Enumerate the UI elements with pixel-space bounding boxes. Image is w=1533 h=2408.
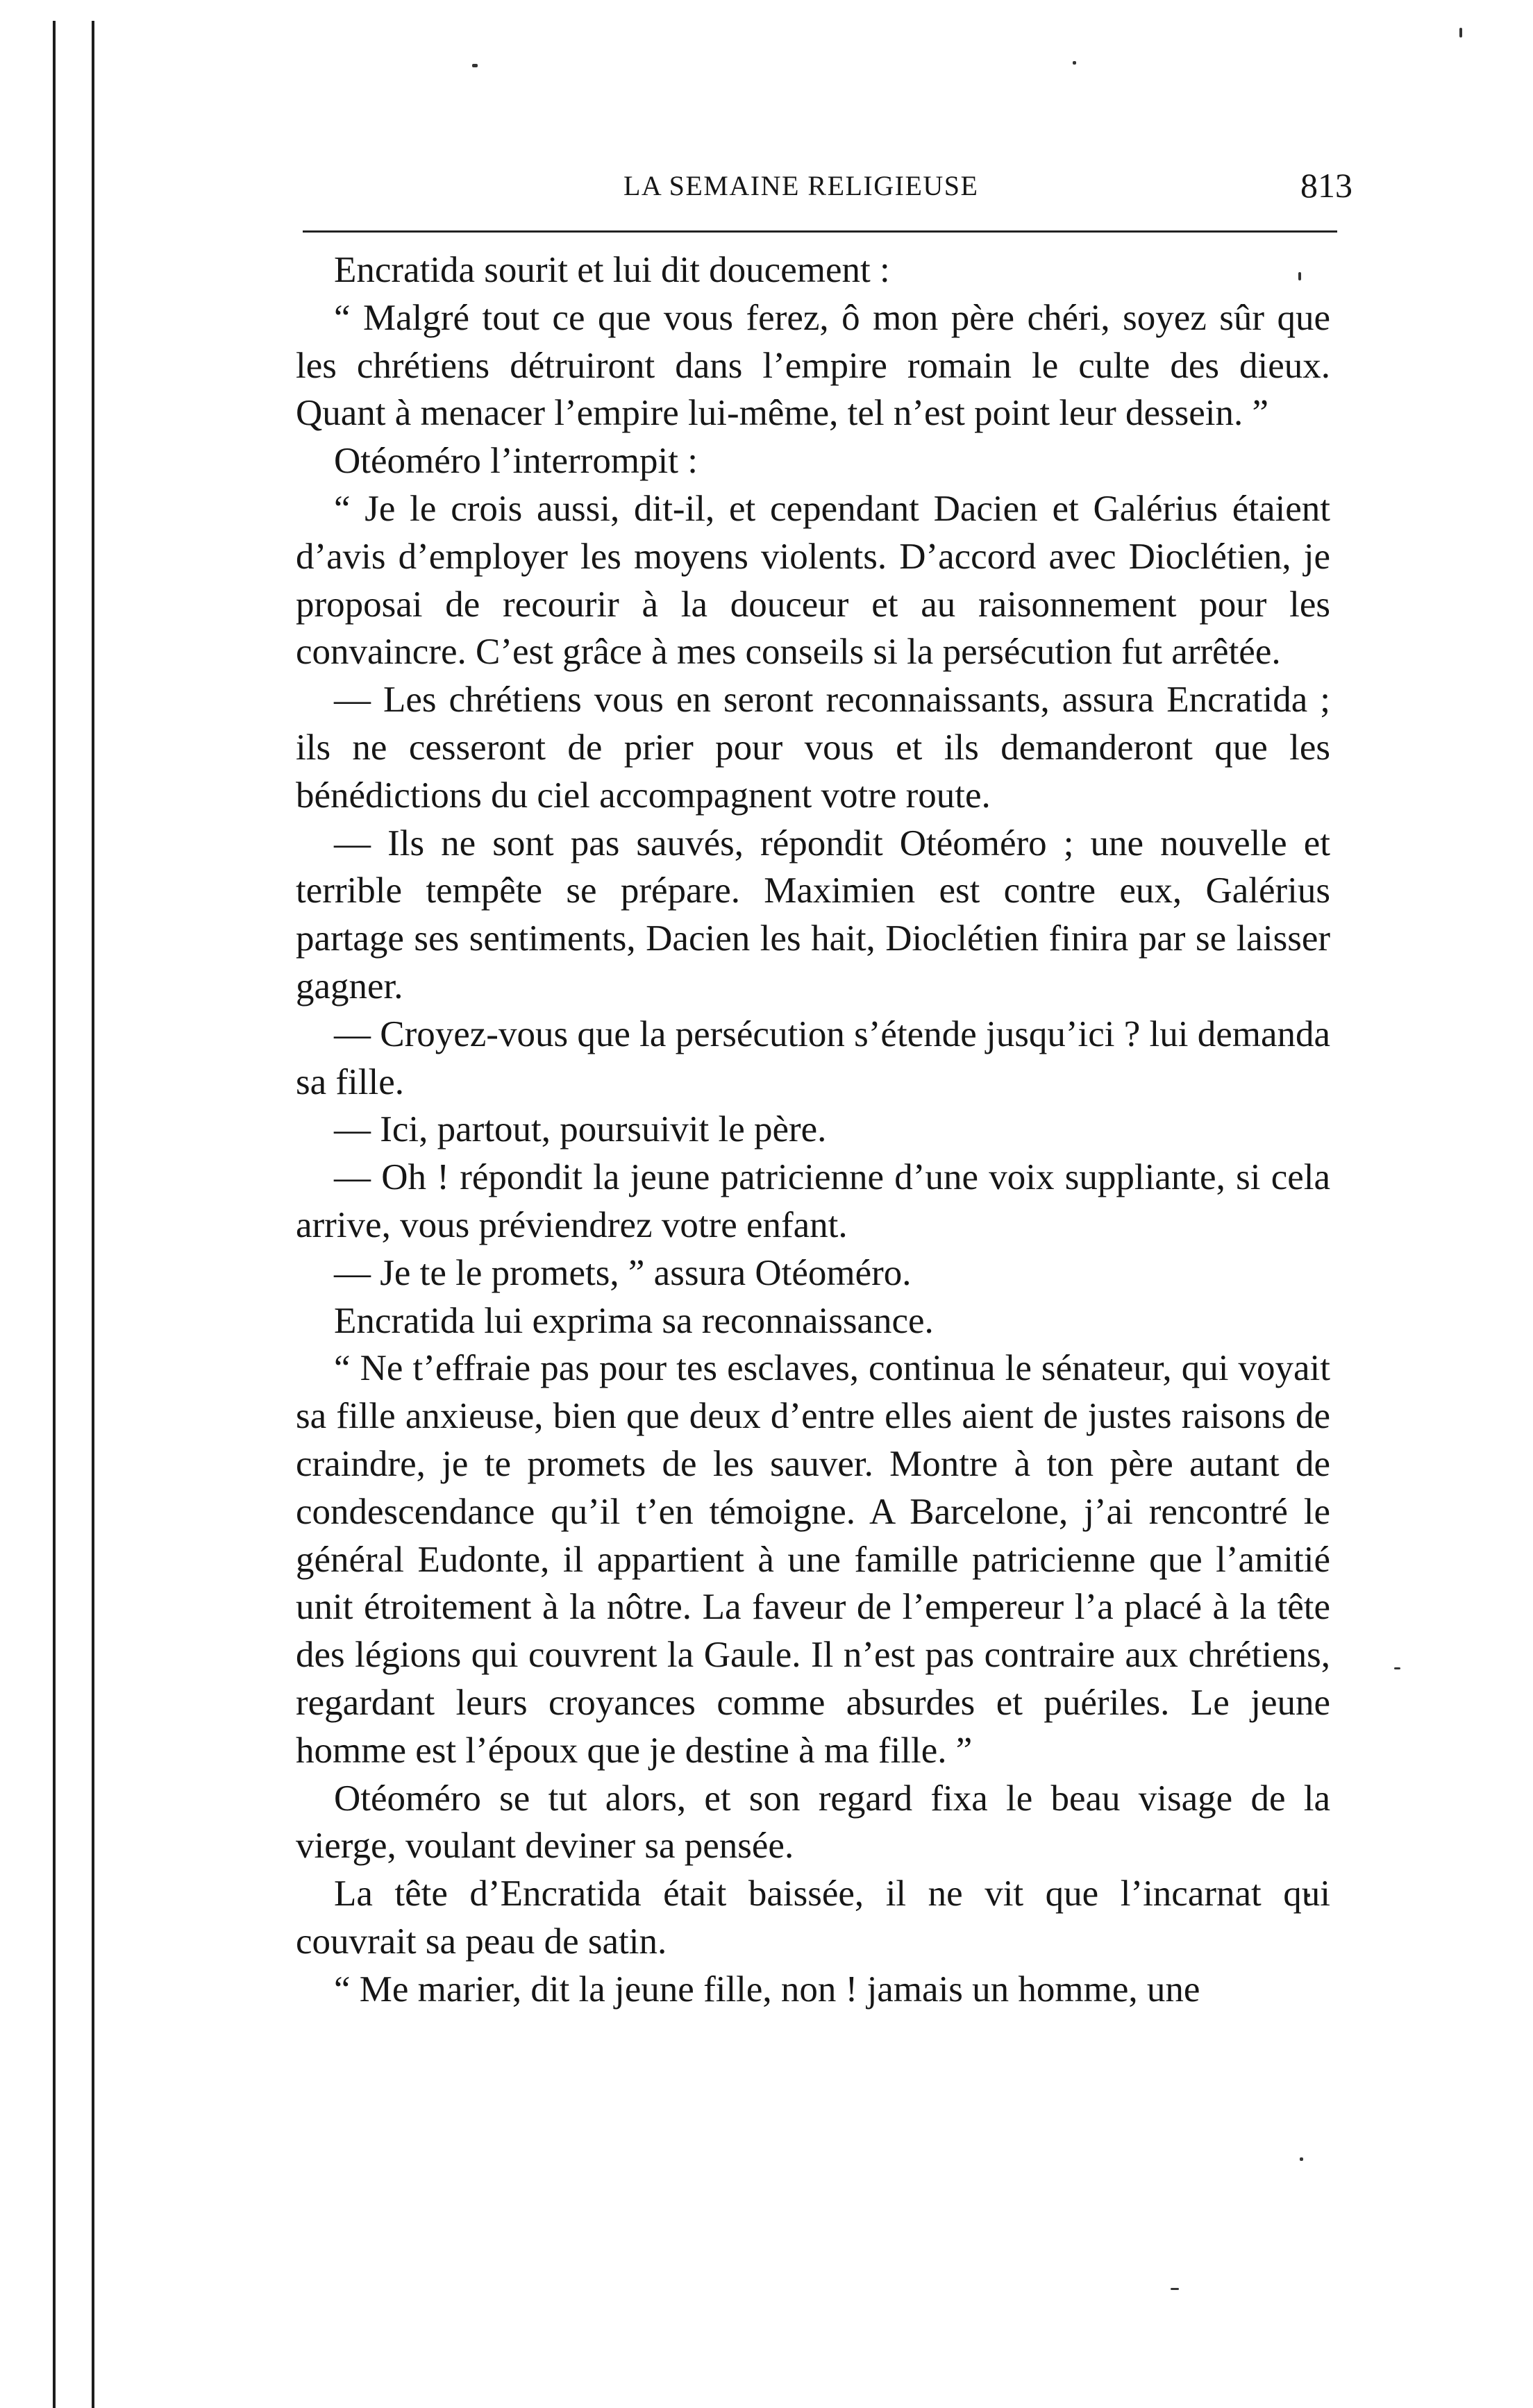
binding-line: [92, 21, 94, 2408]
paragraph: Otéoméro l’interrompit :: [334, 441, 698, 482]
page-binding-edge: [42, 0, 111, 2408]
paragraph: “ Ne t’effraie pas pour tes esclaves, continua le sénateur, qui voyait sa fille anxieuse, bien que deux d’entre elles aient de justes raisons de craindre, je te promets de les sauver. Montre à ton père autant de condescendance qu’il t’en témoigne. A Barcelone, j’ai rencontré le général Eudonte, il appartient à une famille patricienne que l’amitié unit étroitement à la nôtre. La faveur de l’empereur l’a placé à la tête des légions qui couvrent la Gaule. Il n’est pas contraire aux chrétiens, regardant leurs croyances comme absurdes et puériles. Le jeune homme est l’époux que je destine à ma fille. ”: [296, 1348, 1330, 1771]
paragraph: La tête d’Encratida était baissée, il ne vit que l’incarnat qui couvrait sa peau de satin.: [296, 1874, 1330, 1962]
page-header: [297, 166, 1352, 218]
paragraph: — Je te le promets, ” assura Otéoméro.: [334, 1252, 912, 1293]
paragraph: — Oh ! répondit la jeune patricienne d’une voix suppliante, si cela arrive, vous préviendrez votre enfant.: [296, 1157, 1330, 1245]
paragraph: “ Malgré tout ce que vous ferez, ô mon père chéri, soyez sûr que les chrétiens détruiront dans l’empire romain le culte des dieux. Quant à menacer l’empire lui-même, tel n’est point leur dessein. ”: [296, 297, 1330, 434]
paragraph: — Croyez-vous que la persécution s’étende jusqu’ici ? lui demanda sa fille.: [296, 1013, 1330, 1102]
paragraph: — Ils ne sont pas sauvés, répondit Otéoméro ; une nouvelle et terrible tempête se prépare. Maximien est contre eux, Galérius partage ses sentiments, Dacien les hait, Dioclétien finira par se laisser gagner.: [296, 823, 1330, 1007]
paragraph: “ Me marier, dit la jeune fille, non ! jamais un homme, une: [334, 1969, 1200, 2010]
binding-line: [53, 21, 56, 2408]
paragraph: — Ici, partout, poursuivit le père.: [334, 1109, 827, 1150]
page-number: 813: [1300, 166, 1352, 205]
paragraph: Otéoméro se tut alors, et son regard fixa le beau visage de la vierge, voulant deviner sa pensée.: [296, 1778, 1330, 1867]
header-rule: [303, 230, 1337, 233]
paragraph: Encratida lui exprima sa reconnaissance.: [334, 1300, 934, 1341]
running-title: LA SEMAINE RELIGIEUSE: [623, 170, 979, 201]
paragraph: “ Je le crois aussi, dit-il, et cependant Dacien et Galérius étaient d’avis d’employer les moyens violents. D’accord avec Dioclétien, je proposai de recourir à la douceur et au raisonnement pour les convaincre. C’est grâce à mes conseils si la persécution fut arrêtée.: [296, 488, 1330, 673]
paragraph: Encratida sourit et lui dit doucement :: [334, 250, 890, 290]
body-text: [296, 246, 1330, 2013]
paragraph: — Les chrétiens vous en seront reconnaissants, assura Encratida ; ils ne cesseront de prier pour vous et ils demanderont que les bénédictions du ciel accompagnent votre route.: [296, 680, 1330, 816]
